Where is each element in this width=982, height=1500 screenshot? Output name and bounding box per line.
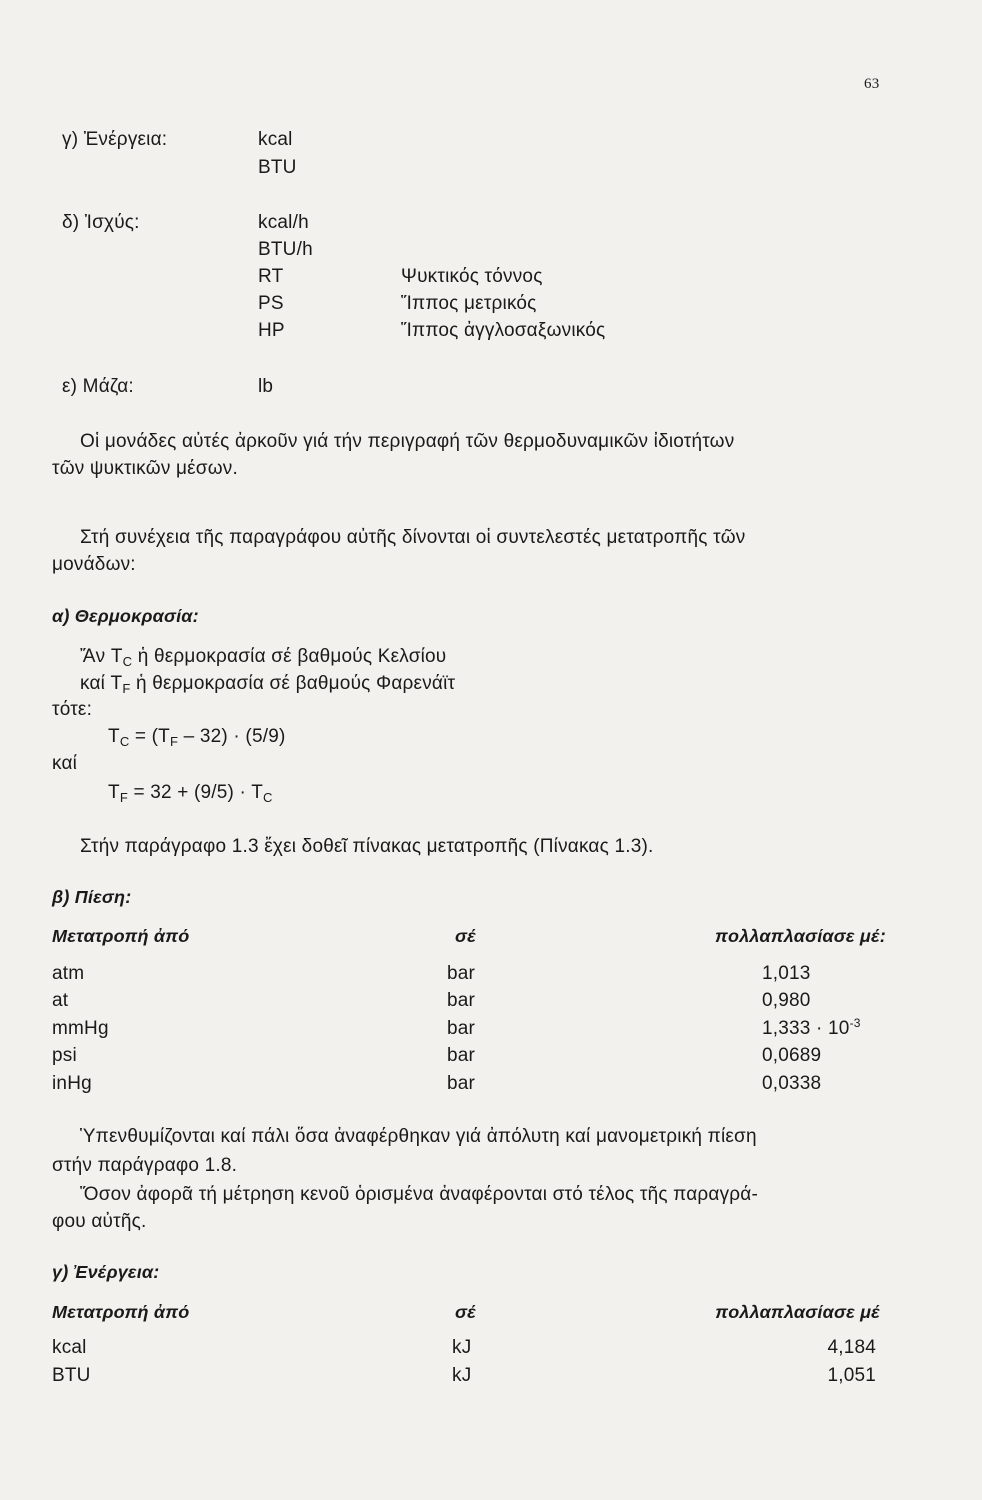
temperature-line: Ἄν $T_C$ ἡ θερμοκρασία σέ βαθμούς Κελσίου: [80, 646, 447, 669]
pressure-mult: $1,333 \cdot 10^{-3}$: [762, 1016, 861, 1039]
power-unit: kcal/h: [258, 212, 309, 233]
power-label: δ) Ἰσχύς:: [62, 212, 140, 233]
energy-mult: 1,051: [827, 1365, 876, 1386]
pressure-col-mult: πολλαπλασίασε μέ:: [715, 926, 886, 946]
power-unit: RT: [258, 266, 284, 287]
power-unit: BTU/h: [258, 239, 313, 260]
pressure-mult: 0,0338: [762, 1073, 822, 1094]
pressure-mult: 0,980: [762, 990, 811, 1011]
pressure-from: mmHg: [52, 1018, 109, 1039]
paragraph-line: Ὅσον ἀφορᾶ τή μέτρηση κενοῦ ὁρισμένα ἀναφέρονται στό τέλος τῆς παραγρά-: [80, 1184, 759, 1205]
energy-to: kJ: [452, 1337, 472, 1358]
energy-from: kcal: [52, 1337, 87, 1358]
paragraph-line: Ὑπενθυμίζονται καί πάλι ὅσα ἀναφέρθηκαν γιά ἀπόλυτη καί μανομετρική πίεση: [80, 1126, 757, 1147]
energy-col-to: σέ: [455, 1302, 476, 1322]
pressure-to: bar: [447, 963, 476, 984]
tote-text: τότε:: [52, 699, 93, 720]
paragraph-line: τῶν ψυκτικῶν μέσων.: [52, 458, 238, 479]
kai-text: καί: [52, 753, 78, 774]
paragraph-line: στήν παράγραφο 1.8.: [52, 1155, 238, 1176]
pressure-to: bar: [447, 1073, 476, 1094]
energy-col-mult: πολλαπλασίασε μέ: [715, 1302, 880, 1322]
power-unit: PS: [258, 293, 284, 314]
pressure-mult: 1,013: [762, 963, 811, 984]
pressure-col-from: Μετατροπή ἀπό: [52, 926, 190, 946]
temperature-line: καί $T_F$ ἡ θερμοκρασία σέ βαθμούς Φαρενάϊτ: [80, 673, 456, 696]
pressure-from: atm: [52, 963, 85, 984]
formula-fahrenheit: $T_F = 32 + (9/5) \cdot T_C$: [108, 782, 273, 805]
pressure-from: psi: [52, 1045, 77, 1066]
pressure-to: bar: [447, 990, 476, 1011]
temperature-heading: α) Θερμοκρασία:: [52, 606, 199, 626]
mass-label: ε) Μάζα:: [62, 376, 134, 397]
energy-to: kJ: [452, 1365, 472, 1386]
energy-mult: 4,184: [827, 1337, 876, 1358]
pressure-to: bar: [447, 1045, 476, 1066]
energy-unit: BTU: [258, 157, 297, 178]
energy-heading: γ) Ἐνέργεια:: [52, 1262, 160, 1282]
pressure-from: inHg: [52, 1073, 92, 1094]
formula-celsius: $T_C = (T_F - 32) \cdot (5/9)$: [108, 726, 286, 749]
mass-unit: lb: [258, 376, 274, 397]
paragraph-line: Στή συνέχεια τῆς παραγράφου αὐτῆς δίνονται οἱ συντελεστές μετατροπῆς τῶν: [80, 527, 746, 548]
energy-col-from: Μετατροπή ἀπό: [52, 1302, 190, 1322]
power-unit-desc: Ἵππος ἀγγλοσαξωνικός: [401, 320, 606, 341]
temperature-note: Στήν παράγραφο 1.3 ἔχει δοθεῖ πίνακας μετατροπῆς (Πίνακας 1.3).: [80, 836, 654, 857]
energy-label: γ) Ἐνέργεια:: [62, 129, 168, 150]
pressure-heading: β) Πίεση:: [52, 887, 132, 907]
paragraph-line: φου αὐτῆς.: [52, 1211, 147, 1232]
paragraph-line: μονάδων:: [52, 554, 136, 575]
pressure-to: bar: [447, 1018, 476, 1039]
pressure-col-to: σέ: [455, 926, 476, 946]
paragraph-line: Οἱ μονάδες αὐτές ἀρκοῦν γιά τήν περιγραφή τῶν θερμοδυναμικῶν ἰδιοτήτων: [80, 431, 735, 452]
power-unit-desc: Ψυκτικός τόννος: [401, 266, 543, 287]
energy-from: BTU: [52, 1365, 91, 1386]
energy-unit: kcal: [258, 129, 293, 150]
page-number: 63: [864, 76, 880, 92]
power-unit-desc: Ἵππος μετρικός: [401, 293, 537, 314]
power-unit: HP: [258, 320, 285, 341]
pressure-from: at: [52, 990, 69, 1011]
pressure-mult: 0,0689: [762, 1045, 822, 1066]
